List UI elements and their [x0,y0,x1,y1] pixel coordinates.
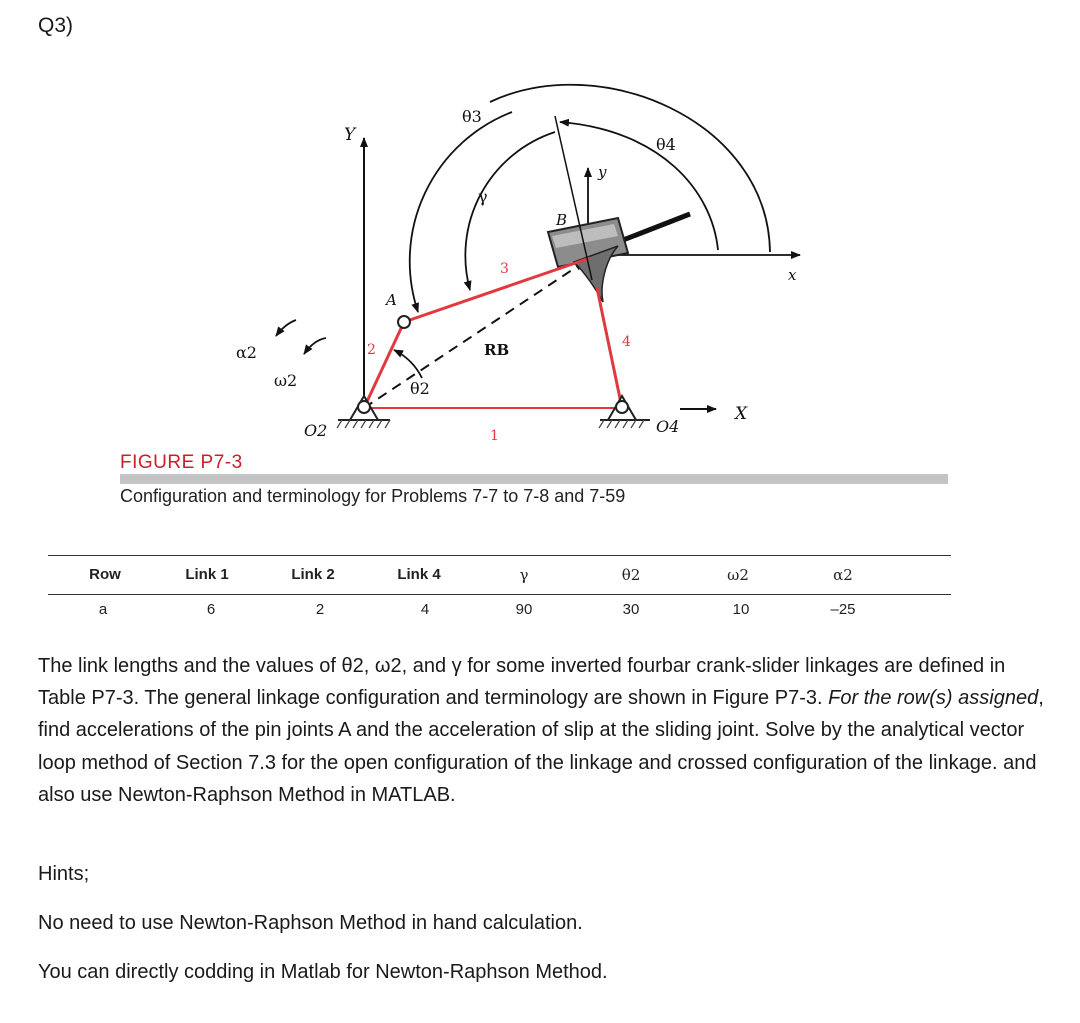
ground-pivot-o2 [337,396,390,428]
table-header-link1: Link 1 [185,566,229,583]
label-x: x [788,266,797,284]
caption-divider-bar [120,474,948,484]
label-alpha2: α2 [236,343,257,362]
table-cell: a [98,601,108,618]
label-link4: 4 [622,334,631,350]
omega2-arrow [304,338,326,354]
question-number: Q3) [38,14,74,37]
table-cell: –25 [830,601,856,618]
table-cell: 6 [206,601,216,618]
table-header-row: Row [89,566,121,583]
label-omega2: ω2 [274,371,298,390]
problem-text-part1: The link lengths and the values of θ2, ω2, and γ for some inverted fourbar crank-slider linkages are defined in Table P7-3. The general linkage configuration and terminology are shown in Figure P7-3. [38,655,1006,710]
label-link3: 3 [500,261,509,277]
table-header-alpha2: α2 [833,566,853,584]
table-header-link4: Link 4 [397,566,441,583]
hints-title: Hints; [38,863,90,885]
label-Y: Y [344,125,356,145]
theta4-arc [490,85,770,252]
link-3 [404,258,590,322]
table-cell: 10 [732,601,750,618]
problem-text-part2: , find accelerations of the pin joints A and the acceleration of slip at the sliding joint. Solve by the analytical vector loop method of Section 7.3 for the open configuration of the linkage and crossed configuration of the linkage. and also use Newton-Raphson Method in MATLAB. [38,687,1044,806]
pin-a [398,316,410,328]
label-gamma: γ [478,187,488,206]
alpha2-arrow [276,320,296,336]
table-header-gamma: γ [519,566,529,584]
hint-line-2: You can directly codding in Matlab for Newton-Raphson Method. [38,961,608,983]
label-theta2: θ2 [410,379,430,398]
label-link1: 1 [490,428,499,444]
table-header-theta2: θ2 [621,566,641,584]
theta3-arc [410,112,512,312]
table-top-rule [48,555,951,556]
ground-pivot-o4 [599,396,650,428]
table-cell: 90 [515,601,533,618]
problem-text-emphasis: For the row(s) assigned [828,687,1039,710]
label-theta3: θ3 [462,107,482,126]
table-header-link2: Link 2 [291,566,335,583]
table-cell: 2 [315,601,325,618]
table-header-rule [48,594,951,595]
table-cell: 4 [420,601,430,618]
figure-caption-title: FIGURE P7-3 [120,452,243,473]
label-y: y [598,163,607,181]
label-O2: O2 [304,421,328,440]
gamma-arc [465,132,555,290]
label-X: X [735,404,748,424]
hint-line-1: No need to use Newton-Raphson Method in hand calculation. [38,912,583,934]
link-4 [597,288,622,408]
figure-caption-text: Configuration and terminology for Problems 7-7 to 7-8 and 7-59 [120,486,626,506]
table-cell: 30 [622,601,640,618]
label-RB: RB [484,341,510,359]
label-link2: 2 [367,342,376,358]
theta2-arc [394,350,422,378]
label-A: A [386,291,397,309]
label-theta4: θ4 [656,135,676,154]
label-B: B [556,211,568,229]
label-O4: O4 [656,417,680,436]
table-header-omega2: ω2 [727,566,749,584]
problem-statement [38,650,1048,811]
